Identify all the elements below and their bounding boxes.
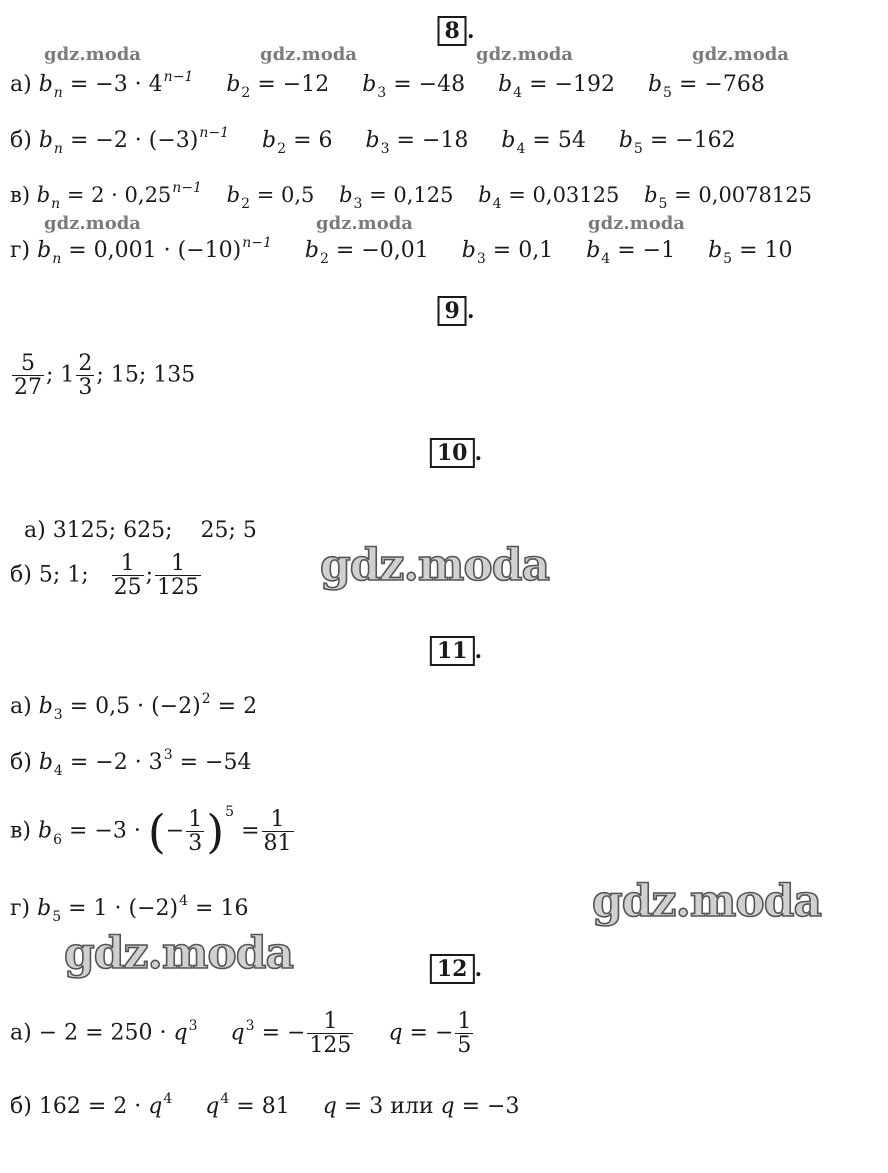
fraction: $\frac{1}{5}$ (457, 1009, 472, 1059)
fraction: $\frac{1}{125}$ (157, 551, 200, 601)
watermark: gdz.moda (316, 213, 413, 234)
task-number: 9 . (438, 298, 475, 324)
task10-line-a: а) 3125; 625; 25; 5 (24, 518, 257, 543)
task9-answer: $\frac{5}{27}$ ; 1 $\frac{2}{3}$ ; 15; 135 (14, 351, 196, 401)
watermark: gdz.moda (44, 213, 141, 234)
task8-line-g: г) $b_n = 0,001 \cdot (-10)^{n-1}$ $b_2 = -0,01$ $b_3 = 0,1$ $b_4 = -1$ $b_5 = 10$ (10, 235, 793, 267)
fraction: $\frac{1}{25}$ (113, 551, 142, 601)
fraction: $\frac{1}{3}$ (188, 807, 203, 857)
watermark: gdz.moda (692, 44, 789, 65)
watermark: gdz.moda (320, 540, 550, 591)
fraction: $\frac{2}{3}$ (78, 351, 93, 401)
task8-line-b: б) $b_n = -2 \cdot (-3)^{n-1}$ $b_2 = 6$ $b_3 = -18$ $b_4 = 54$ $b_5 = -162$ (10, 125, 736, 157)
fraction: $\frac{1}{125}$ (309, 1009, 352, 1059)
fraction: $\frac{5}{27}$ (14, 351, 42, 401)
task10-line-b: б) 5; 1; $\frac{1}{25}$ ; $\frac{1}{125}$ (10, 551, 200, 601)
task-number: 8 . (438, 18, 475, 44)
watermark: gdz.moda (476, 44, 573, 65)
task12-line-b: б) $162 = 2 \cdot q^4$ $q^4 = 81$ q = 3 или q = −3 (10, 1091, 520, 1119)
task11-line-a: а) $b_3 = 0,5 \cdot (-2)^2 = 2$ (10, 691, 258, 723)
task11-line-b: б) $b_4 = -2 \cdot 3^3 = -54$ (10, 747, 252, 779)
watermark: gdz.moda (260, 44, 357, 65)
fraction: $\frac{1}{81}$ (263, 807, 292, 857)
task-number: 10 . (430, 440, 482, 466)
task11-line-v: в) $b_6 = -3$ · (− $\frac{1}{3}$ )$^5$ = $\frac{1}{81}$ (10, 803, 292, 859)
task-number: 11 . (430, 638, 482, 664)
task-number: 12 . (430, 956, 482, 982)
task8-line-v: в) $b_n = 2 \cdot 0,25^{n-1}$ $b_2 = 0,5$ $b_3 = 0,125$ $b_4 = 0,03125$ $b_5 = 0,0078125$ (10, 180, 812, 212)
watermark: gdz.moda (588, 213, 685, 234)
task8-line-a: а) $b_n = -3 \cdot 4^{n-1}$ $b_2 = -12$ $b_3 = -48$ $b_4 = -192$ $b_5 = -768$ (10, 69, 765, 101)
watermark: gdz.moda (44, 44, 141, 65)
task11-line-g: г) $b_5 = 1 \cdot (-2)^4 = 16$ (10, 893, 249, 925)
task12-line-a: $а) - 2 = 250 \cdot q^3$ $q^3$ = − $\frac{1}{125}$ q = − $\frac{1}{5}$ (10, 1009, 472, 1059)
watermark: gdz.moda (592, 876, 822, 927)
watermark: gdz.moda (64, 928, 294, 979)
